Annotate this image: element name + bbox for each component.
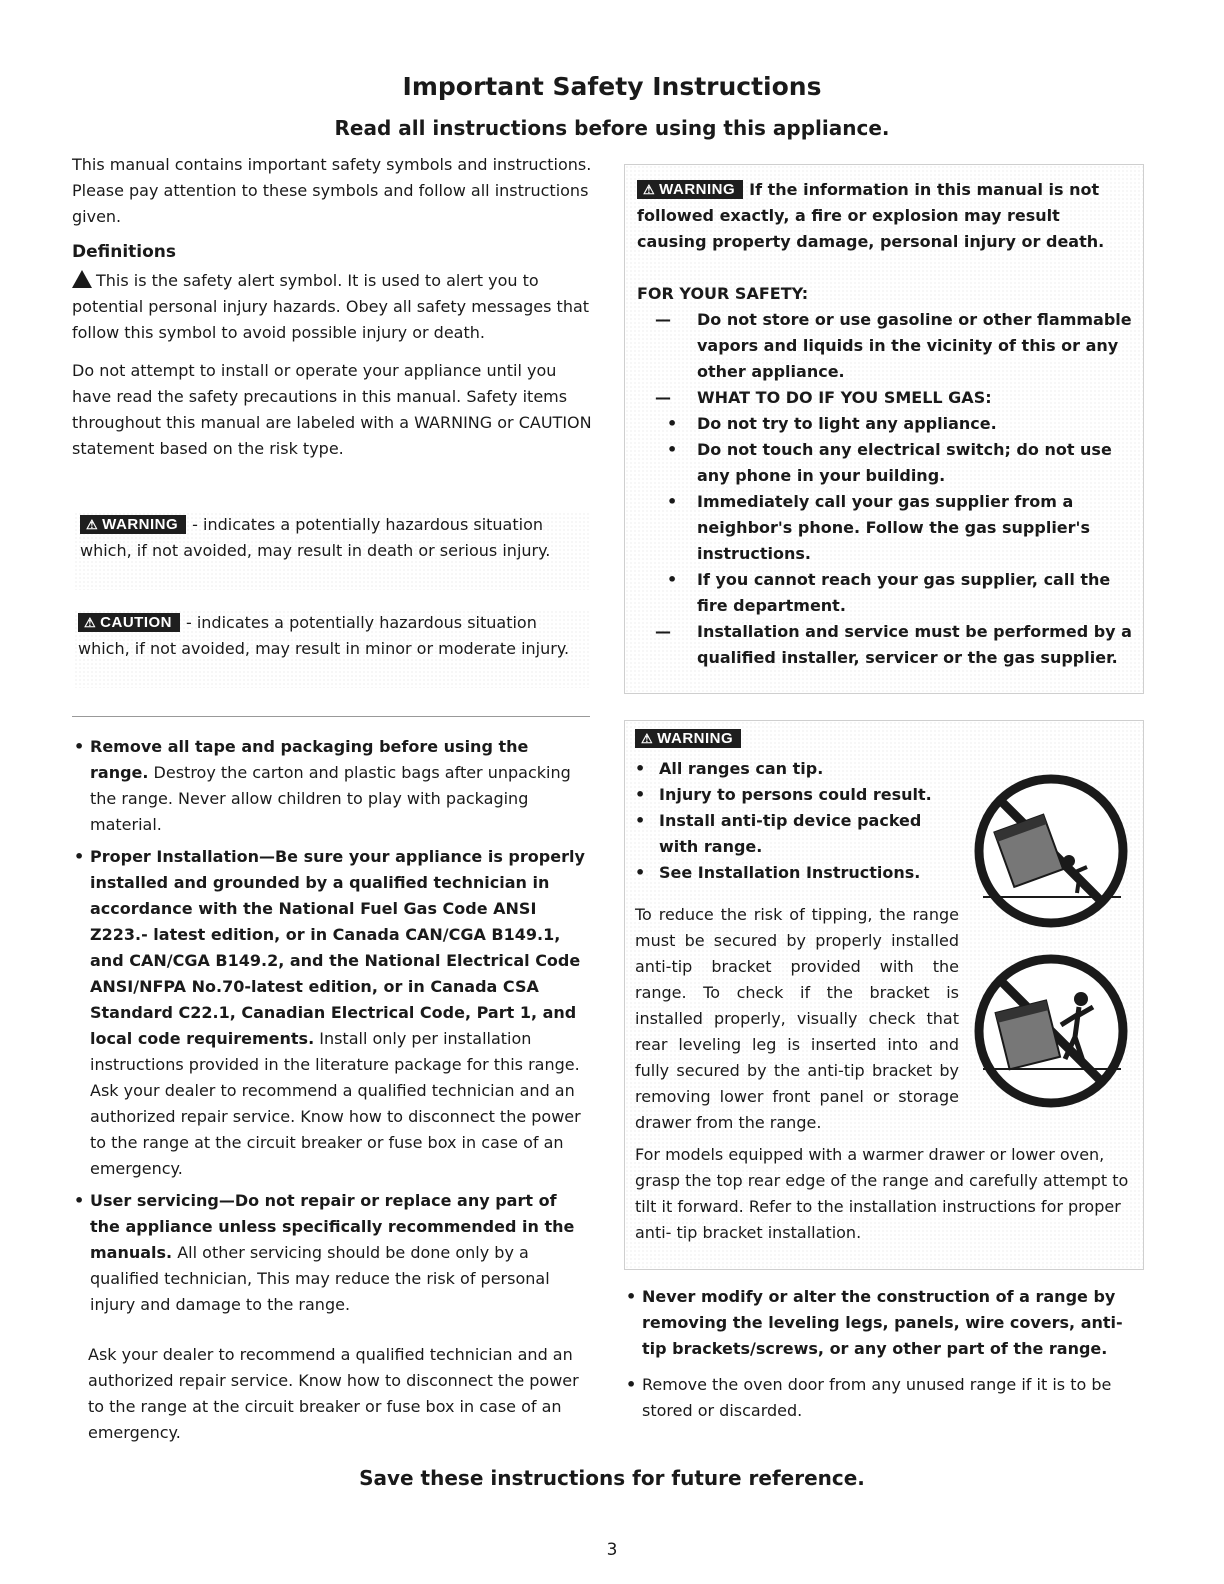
for-your-safety-heading: FOR YOUR SAFETY: <box>637 284 809 303</box>
list-item: — WHAT TO DO IF YOU SMELL GAS: <box>637 385 1133 411</box>
definitions-heading: Definitions <box>72 242 177 262</box>
warning-definition <box>74 512 590 590</box>
warning-definition-text: - indicates a potentially hazardous situation which, if not avoided, may result in death or serious injury. <box>80 515 551 560</box>
caution-badge <box>78 613 180 632</box>
tip-warning-badge <box>635 729 741 748</box>
list-item: • User servicing—Do not repair or replace any part of the appliance unless specifically recommended in the manuals. All other servicing should be done only by a qualified technician, This may reduce the risk of personal injury and damage to the range. <box>72 1188 588 1318</box>
list-item: • See Installation Instructions. <box>635 860 965 886</box>
gas-warning-lead-text: If the information in this manual is not followed exactly, a fire or explosion may result causing property damage, personal injury or death. <box>637 180 1105 251</box>
tip-warning-box <box>624 720 1144 1270</box>
page-title: Important Safety Instructions <box>402 72 822 101</box>
gas-warning-lead <box>637 177 1133 255</box>
list-item: • Proper Installation—Be sure your appliance is properly installed and grounded by a qualified technician in accordance with the National Fuel Gas Code ANSI Z223.- latest edition, or in Canada CAN/CGA B149.1, and CAN/CGA B149.2, and the National Electrical Code ANSI/NFPA No.70-latest edition, or in Canada CSA Standard C22.1, Canadian Electrical Code, Part 1, and local code requirements. Install only per installation instructions provided in the literature package for this range. Ask your dealer to recommend a qualified technician and an authorized repair service. Know how to disconnect the power to the range at the circuit breaker or fuse box in case of an emergency. <box>72 844 588 1182</box>
left-divider <box>72 716 590 717</box>
gas-warning-label: WARNING <box>659 181 736 198</box>
warning-triangle-icon: ⚠ <box>86 517 99 532</box>
page-number: 3 <box>606 1540 618 1560</box>
ask-dealer-paragraph: Ask your dealer to recommend a qualified technician and an authorized repair service. Know how to disconnect the power to the range at the circuit breaker or fuse box in case of an emergency. <box>88 1345 579 1442</box>
caution-definition-text: - indicates a potentially hazardous situation which, if not avoided, may result in minor or moderate injury. <box>78 613 570 658</box>
caution-triangle-icon: ⚠ <box>84 615 97 630</box>
list-item: • If you cannot reach your gas supplier, call the fire department. <box>637 567 1133 619</box>
list-item: • Remove all tape and packaging before using the range. Destroy the carton and plastic bags after unpacking the range. Never allow children to play with packaging material. <box>72 734 588 838</box>
list-item: — Do not store or use gasoline or other flammable vapors and liquids in the vicinity of this or any other appliance. <box>637 307 1133 385</box>
list-item: • Do not try to light any appliance. <box>637 411 1133 437</box>
page-subtitle: Read all instructions before using this appliance. <box>334 116 890 140</box>
gas-warning-box <box>624 164 1144 694</box>
list-item: • Remove the oven door from any unused range if it is to be stored or discarded. <box>624 1372 1124 1424</box>
intro-paragraph: This manual contains important safety symbols and instructions. Please pay attention to these symbols and follow all instructions given. <box>72 155 592 226</box>
caution-definition <box>74 610 590 688</box>
left-bullets <box>72 734 588 1446</box>
list-item: • All ranges can tip. <box>635 756 965 782</box>
warning-triangle-icon: ⚠ <box>641 731 654 746</box>
gas-warning-badge <box>637 180 743 199</box>
list-item: • Install anti-tip device packed with range. <box>635 808 965 860</box>
list-item: • Injury to persons could result. <box>635 782 965 808</box>
warning-badge-label: WARNING <box>102 516 179 533</box>
warning-triangle-icon: ⚠ <box>643 182 656 197</box>
list-item: • Never modify or alter the construction of a range by removing the leveling legs, panels, wire covers, anti-tip brackets/screws, or any other part of the range. <box>624 1284 1124 1362</box>
tip-paragraph-2: For models equipped with a warmer drawer or lower oven, grasp the top rear edge of the range and carefully attempt to tilt it forward. Refer to the installation instructions for proper anti- tip bracket installation. <box>635 1145 1129 1242</box>
list-item: — Installation and service must be performed by a qualified installer, servicer or the gas supplier. <box>637 619 1133 671</box>
list-item: • Do not touch any electrical switch; do not use any phone in your building. <box>637 437 1133 489</box>
safety-alert-definition <box>72 268 592 346</box>
caution-badge-label: CAUTION <box>100 614 172 631</box>
safety-alert-icon <box>72 270 92 288</box>
child-climbing-door-icon <box>971 951 1131 1111</box>
right-bullets <box>624 1284 1124 1424</box>
intro-section <box>72 152 592 462</box>
safety-alert-text: This is the safety alert symbol. It is used to alert you to potential personal injury hazards. Obey all safety messages that follow this symbol to avoid possible injury or death. <box>72 271 590 342</box>
warning-badge <box>80 515 186 534</box>
range-tipping-icon <box>971 771 1131 931</box>
tip-warning-label: WARNING <box>657 730 734 747</box>
save-instructions-footer: Save these instructions for future reference. <box>359 1466 865 1490</box>
tip-paragraph-1: To reduce the risk of tipping, the range must be secured by properly installed anti-tip bracket provided with the range. To check if the bracket is installed properly, visually check that rear leveling leg is inserted into and fully secured by the anti-tip bracket by removing lower front panel or storage drawer from the range. <box>635 905 959 1132</box>
definitions-paragraph: Do not attempt to install or operate your appliance until you have read the safety precautions in this manual. Safety items throughout this manual are labeled with a WARNING or CAUTION statement based on the risk type. <box>72 361 592 458</box>
list-item: • Immediately call your gas supplier from a neighbor's phone. Follow the gas supplier's instructions. <box>637 489 1133 567</box>
